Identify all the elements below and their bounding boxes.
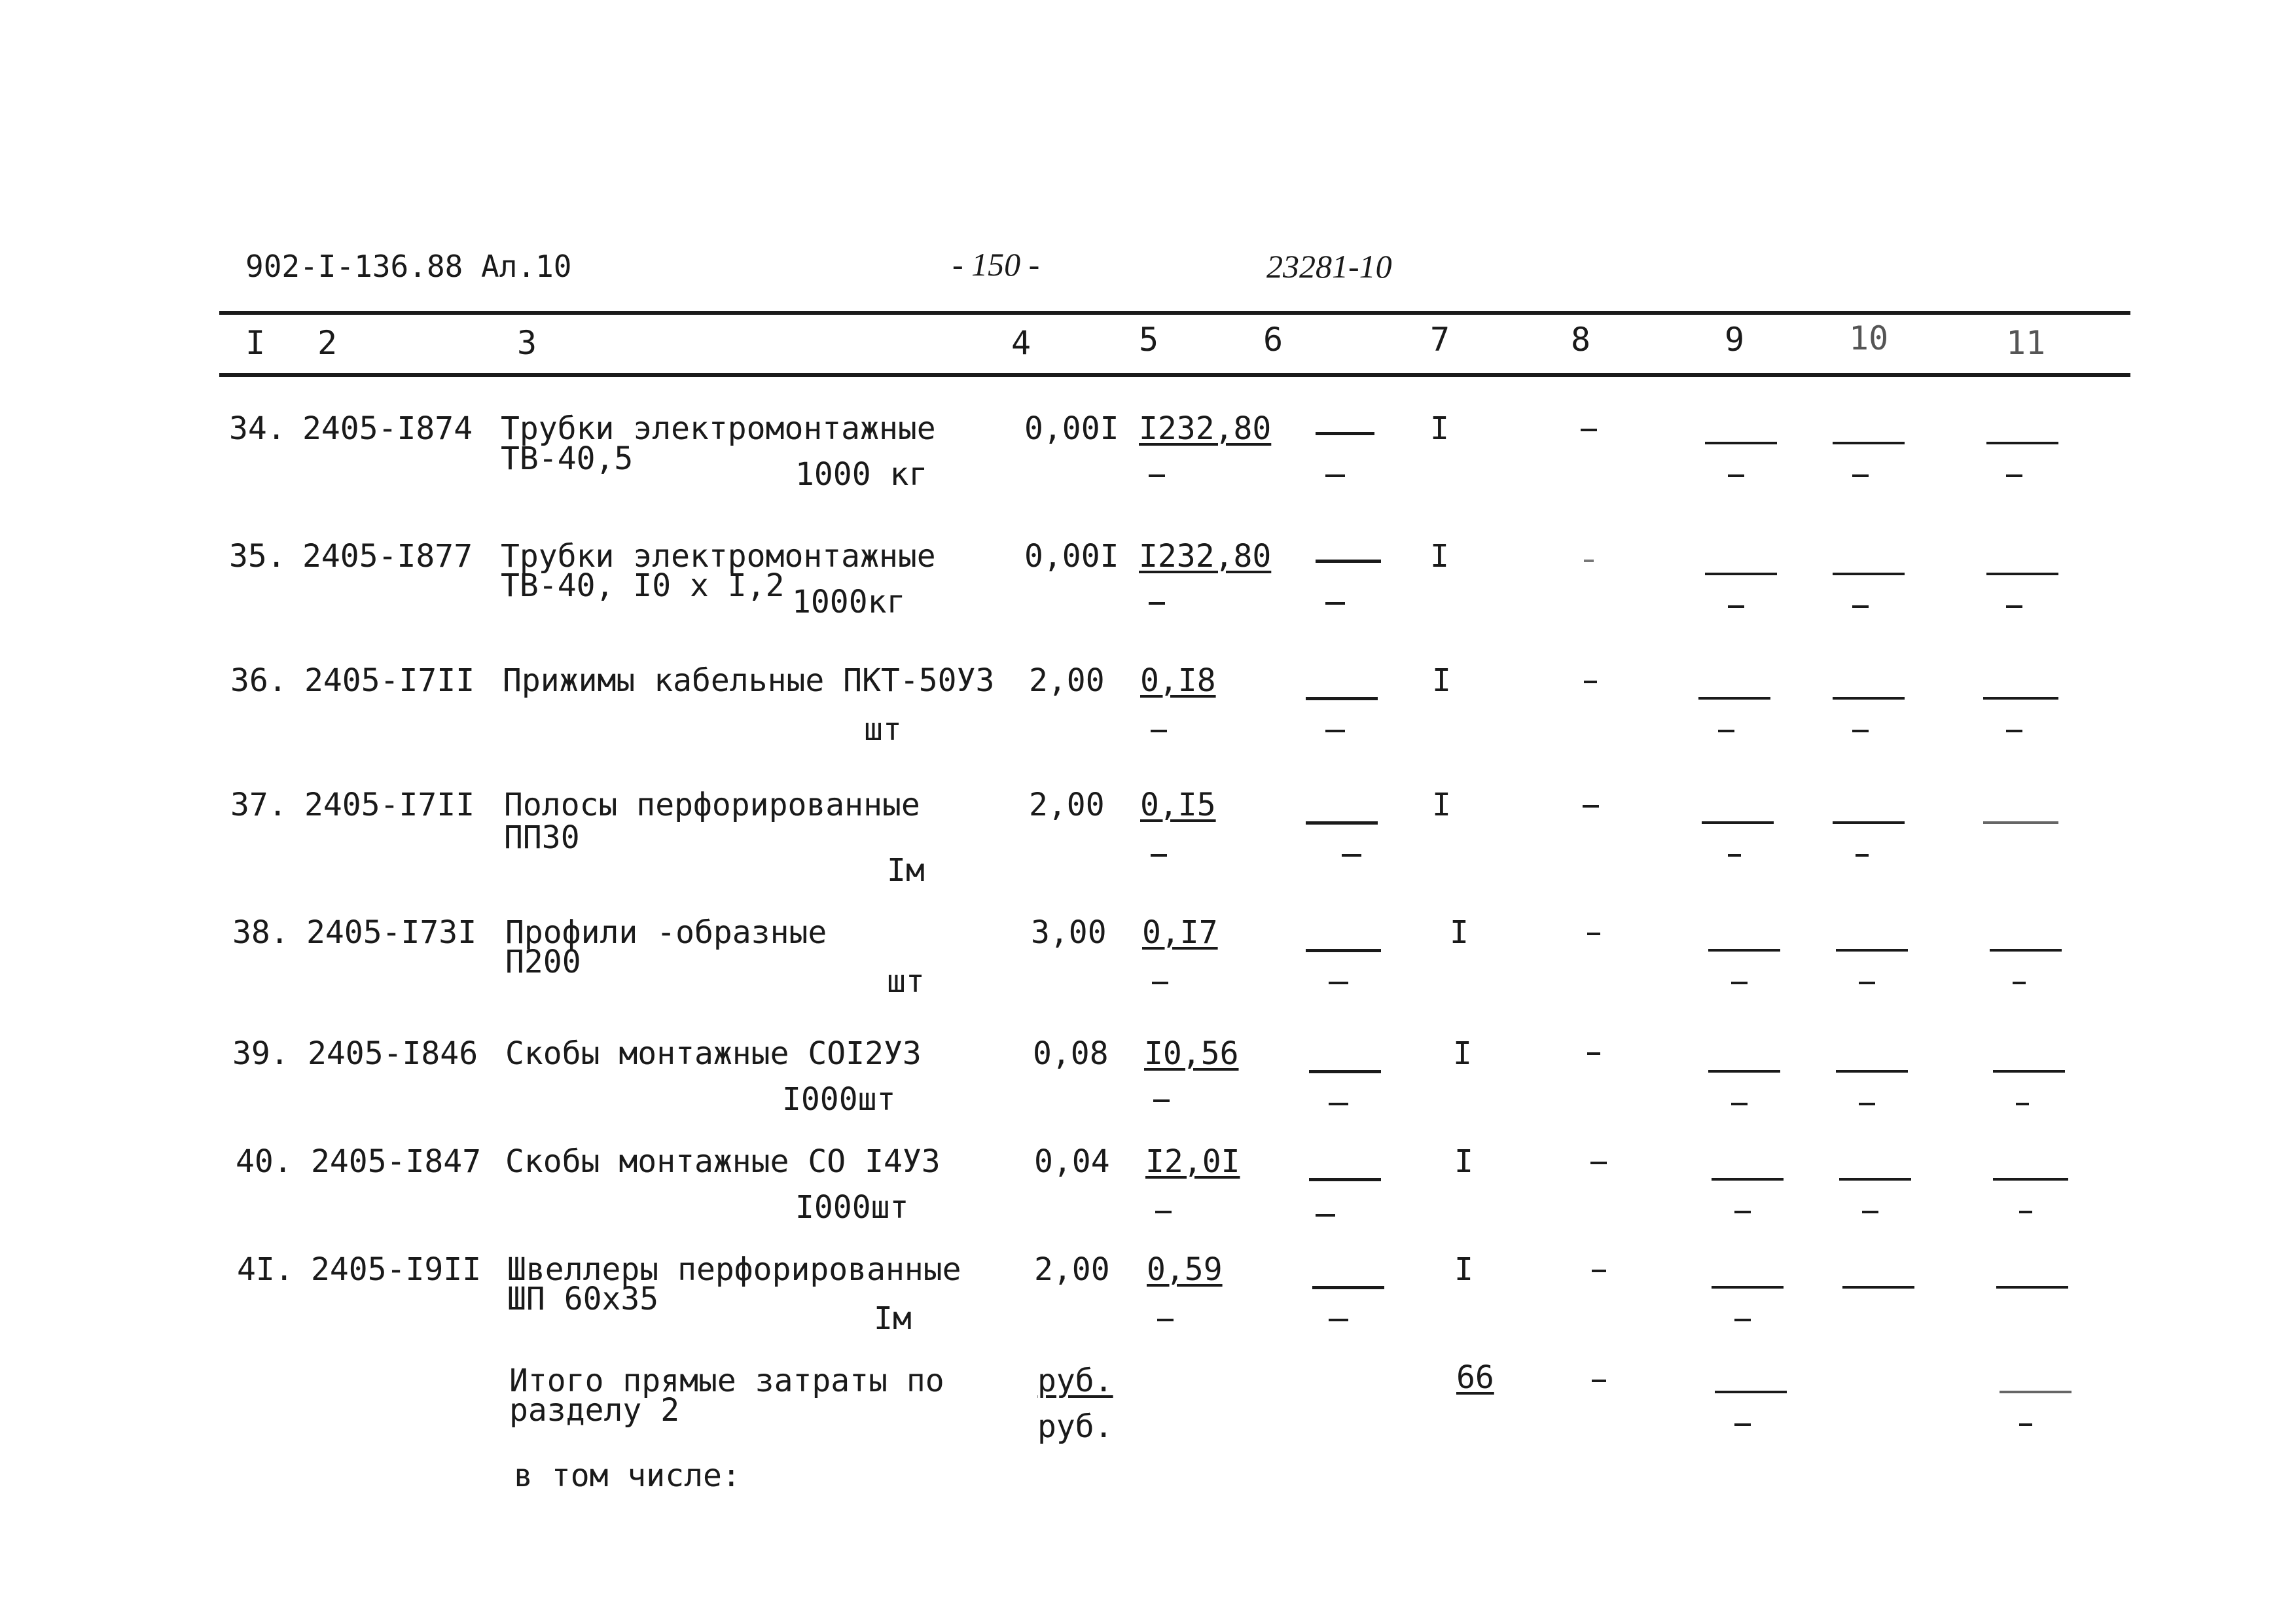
dash-mark	[1856, 854, 1869, 857]
row-unit: 1000 кг	[795, 456, 928, 493]
row-code: 2405-I73I	[306, 914, 477, 951]
dash-mark	[1587, 1052, 1600, 1055]
dash-mark	[1581, 429, 1597, 431]
dash-mark	[1833, 697, 1905, 700]
row-name: Швеллеры перфорированные	[507, 1251, 961, 1288]
dash-mark	[1325, 602, 1345, 605]
row-price: I232,80	[1139, 538, 1272, 575]
dash-mark	[1852, 730, 1869, 732]
dash-mark	[1705, 442, 1777, 444]
dash-mark	[1712, 1286, 1784, 1289]
dash-mark	[1306, 821, 1378, 825]
row-code: 2405-I9II	[311, 1251, 482, 1288]
dash-mark	[1590, 1162, 1607, 1164]
column-header: 5	[1139, 321, 1159, 359]
column-header: 10	[1849, 319, 1889, 357]
row-col7: I	[1430, 538, 1449, 575]
column-header: I	[245, 324, 266, 362]
row-name: Профили -образные	[505, 914, 827, 951]
dash-mark	[1728, 605, 1744, 608]
dash-mark	[1708, 1070, 1780, 1073]
dash-mark	[1306, 949, 1381, 952]
row-number: 34.	[229, 410, 286, 447]
dash-mark	[1859, 982, 1875, 984]
row-quantity: 2,00	[1029, 787, 1105, 823]
total-label: Итого прямые затраты по	[509, 1363, 944, 1399]
dash-mark	[1852, 605, 1869, 608]
dash-mark	[1990, 949, 2062, 952]
dash-mark	[1309, 1178, 1381, 1181]
total-value: 66	[1456, 1359, 1494, 1396]
row-number: 39.	[232, 1035, 289, 1072]
row-price: I0,56	[1144, 1035, 1239, 1072]
row-name-line2: ТВ-40,5	[501, 440, 634, 477]
row-name-line2: П200	[505, 944, 581, 980]
dash-mark	[1836, 949, 1908, 952]
dash-mark	[1842, 1286, 1914, 1289]
dash-mark	[1309, 1070, 1381, 1073]
dash-mark	[1996, 1286, 2068, 1289]
row-number: 36.	[230, 662, 287, 699]
dash-mark	[1592, 1380, 1606, 1382]
total-unit: руб.	[1037, 1363, 1113, 1399]
dash-mark	[1836, 1070, 1908, 1073]
dash-mark	[1718, 730, 1734, 732]
row-quantity: 0,04	[1034, 1143, 1110, 1180]
row-unit: 1000кг	[792, 584, 906, 620]
row-name-line2: ШП 60х35	[507, 1281, 659, 1317]
dash-mark	[2006, 474, 2022, 477]
dash-mark	[1584, 560, 1594, 562]
row-quantity: 3,00	[1031, 914, 1107, 951]
dash-mark	[2019, 1211, 2032, 1213]
dash-mark	[1312, 1286, 1384, 1289]
row-quantity: 0,08	[1033, 1035, 1109, 1072]
dash-mark	[1734, 1423, 1751, 1426]
dash-mark	[1157, 1319, 1174, 1321]
dash-mark	[1859, 1103, 1875, 1105]
total-unit-second: руб.	[1037, 1408, 1113, 1445]
dash-mark	[1583, 805, 1599, 808]
row-price: 0,59	[1147, 1251, 1223, 1288]
dash-mark	[1986, 573, 2058, 575]
row-number: 40.	[236, 1143, 293, 1180]
row-col7: I	[1450, 914, 1469, 951]
dash-mark	[1833, 573, 1905, 575]
row-quantity: 0,00I	[1024, 410, 1119, 447]
row-number: 35.	[229, 538, 286, 575]
inventory-number: 23281-10	[1266, 248, 1392, 285]
row-col7: I	[1432, 787, 1451, 823]
dash-mark	[1149, 474, 1165, 477]
dash-mark	[1728, 474, 1744, 477]
row-unit: Iм	[887, 852, 925, 889]
dash-mark	[1983, 821, 2058, 824]
row-col7: I	[1432, 662, 1451, 699]
dash-mark	[1152, 982, 1168, 984]
dash-mark	[1151, 730, 1167, 732]
dash-mark	[1705, 573, 1777, 575]
dash-mark	[1329, 1319, 1348, 1321]
row-name: Трубки электромонтажные	[501, 410, 936, 447]
dash-mark	[1839, 1178, 1911, 1181]
row-number: 37.	[230, 787, 287, 823]
dash-mark	[1702, 821, 1774, 824]
row-name: Скобы монтажные СО I4УЗ	[505, 1143, 941, 1180]
dash-mark	[1715, 1391, 1787, 1393]
document-code: 902-I-136.88 Ал.10	[245, 249, 572, 284]
row-price: I2,0I	[1145, 1143, 1240, 1180]
row-code: 2405-I874	[302, 410, 473, 447]
total-label-line2: разделу 2	[509, 1392, 680, 1429]
dash-mark	[2006, 730, 2022, 732]
dash-mark	[2019, 1423, 2032, 1426]
column-header: 2	[317, 324, 338, 362]
dash-mark	[2000, 1391, 2072, 1393]
row-col7: I	[1454, 1143, 1473, 1180]
dash-mark	[1852, 474, 1869, 477]
row-number: 4I.	[237, 1251, 294, 1288]
dash-mark	[1728, 854, 1741, 857]
row-number: 38.	[232, 914, 289, 951]
dash-mark	[1731, 982, 1748, 984]
column-header: 9	[1725, 321, 1745, 359]
column-header: 8	[1571, 321, 1591, 359]
row-unit: шт	[864, 711, 902, 748]
column-header: 4	[1011, 324, 1031, 362]
dash-mark	[1155, 1211, 1172, 1213]
dash-mark	[1993, 1070, 2065, 1073]
row-unit: I000шт	[795, 1189, 909, 1226]
dash-mark	[2006, 605, 2022, 608]
row-unit: I000шт	[782, 1081, 896, 1118]
row-name: Прижимы кабельные ПКТ-50УЗ	[503, 662, 995, 699]
column-header: 7	[1430, 321, 1450, 359]
dash-mark	[1584, 681, 1597, 683]
dash-mark	[1325, 730, 1345, 732]
dash-mark	[2013, 982, 2026, 984]
row-name: Трубки электромонтажные	[501, 538, 936, 575]
row-code: 2405-I846	[308, 1035, 478, 1072]
row-price: I232,80	[1139, 410, 1272, 447]
dash-mark	[1342, 854, 1361, 857]
dash-mark	[1149, 602, 1165, 605]
dash-mark	[1993, 1178, 2068, 1181]
row-price: 0,I7	[1142, 914, 1218, 951]
row-code: 2405-I7II	[304, 662, 475, 699]
row-unit: Iм	[874, 1300, 912, 1337]
dash-mark	[1986, 442, 2058, 444]
column-header: 3	[517, 324, 537, 362]
dash-mark	[1316, 560, 1381, 563]
dash-mark	[1325, 474, 1345, 477]
column-header: 11	[2006, 324, 2046, 362]
dash-mark	[1151, 854, 1167, 857]
dash-mark	[1592, 1270, 1606, 1272]
row-unit: шт	[887, 963, 925, 1000]
row-quantity: 0,00I	[1024, 538, 1119, 575]
column-header: 6	[1263, 321, 1283, 359]
row-name-line2: ТВ-40, I0 x I,2	[501, 567, 785, 604]
row-code: 2405-I877	[302, 538, 473, 575]
row-name-line2: ПП30	[504, 819, 580, 856]
dash-mark	[1712, 1178, 1784, 1181]
dash-mark	[1734, 1319, 1751, 1321]
row-price: 0,I5	[1140, 787, 1216, 823]
dash-mark	[1833, 821, 1905, 824]
dash-mark	[1587, 933, 1600, 935]
header-bottom-rule	[219, 373, 2130, 377]
dash-mark	[1862, 1211, 1878, 1213]
dash-mark	[1731, 1103, 1748, 1105]
dash-mark	[1698, 697, 1770, 700]
row-code: 2405-I847	[311, 1143, 482, 1180]
dash-mark	[2016, 1103, 2029, 1105]
footer-note: в том числе:	[514, 1457, 741, 1494]
row-code: 2405-I7II	[304, 787, 475, 823]
row-col7: I	[1453, 1035, 1472, 1072]
row-price: 0,I8	[1140, 662, 1216, 699]
header-top-rule	[219, 311, 2130, 315]
dash-mark	[1833, 442, 1905, 444]
dash-mark	[1734, 1211, 1751, 1213]
dash-mark	[1329, 982, 1348, 984]
row-name: Скобы монтажные СОI2УЗ	[505, 1035, 922, 1072]
row-name: Полосы перфорированные	[504, 787, 920, 823]
dash-mark	[1316, 1214, 1335, 1217]
dash-mark	[1316, 432, 1374, 435]
dash-mark	[1329, 1103, 1348, 1105]
dash-mark	[1708, 949, 1780, 952]
dash-mark	[1153, 1099, 1170, 1102]
dash-mark	[1306, 697, 1378, 700]
row-quantity: 2,00	[1029, 662, 1105, 699]
row-col7: I	[1454, 1251, 1473, 1288]
page-number: - 150 -	[952, 246, 1040, 283]
row-col7: I	[1430, 410, 1449, 447]
row-quantity: 2,00	[1034, 1251, 1110, 1288]
dash-mark	[1983, 697, 2058, 700]
